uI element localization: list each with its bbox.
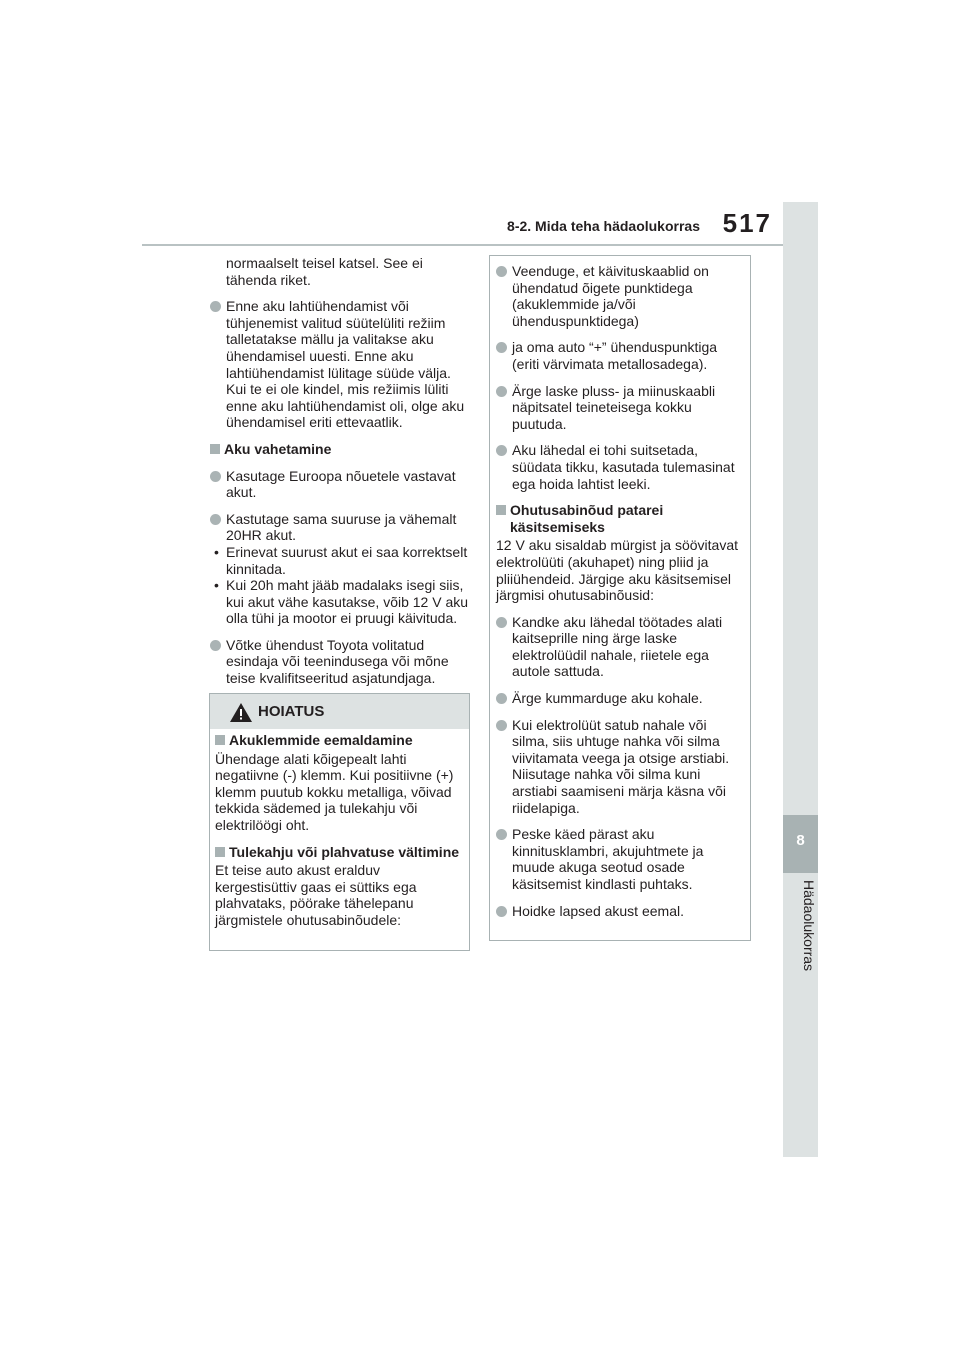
bullet-dot-icon (210, 640, 221, 651)
bullet-do-not-lean: Ärge kummarduge aku kohale. (496, 690, 744, 707)
square-marker-icon (215, 735, 225, 745)
sub-item-list (210, 544, 472, 627)
bullet-dot-icon (210, 301, 221, 312)
bullet-dot-icon (496, 266, 507, 277)
bullet-plus-point: ja oma auto “+” ühenduspunktiga (eriti värvimata metallosadega). (496, 339, 744, 372)
bullet-dot-icon (210, 471, 221, 482)
bullet-dot-icon (496, 386, 507, 397)
warning-body (215, 729, 463, 939)
chapter-title-vertical: Hädaolukorras (801, 880, 817, 972)
heading-terminal-removal: Akuklemmide eemaldamine (215, 732, 463, 749)
chapter-side-tab (783, 202, 818, 1157)
bullet-contact-dealer: Võtke ühendust Toyota volitatud esindaja või teenindusega või mõne teise kvalifitseeritud asjatundjaga. (210, 637, 472, 687)
bullet-dot-icon (496, 342, 507, 353)
bullet-dot-icon (496, 617, 507, 628)
heading-fire-prevention: Tulekahju või plahvatuse vältimine (215, 844, 463, 861)
text-terminal-removal: Ühendage alati kõigepealt lahti negatiivne (-) klemm. Kui positiivne (+) klemm puutub kokku metalliga, võivad tekkida sädemed ja tulekahju või elektrilöögi oht. (215, 750, 454, 833)
chapter-number: 8 (796, 832, 805, 849)
bullet-electrolyte-contact: Kui elektrolüüt satub nahale või silma, siis uhtuge nahka või silma viivitamata veega ja otsige arstiabi. Niisutage nahka või silma kuni arstiabi saamiseni märja käsna või riidelapiga. (496, 717, 744, 817)
header-divider (142, 244, 783, 246)
bullet-dot-icon (210, 514, 221, 525)
section-title: 8-2. Mida teha hädaolukorras (507, 218, 700, 234)
bullet-children-away: Hoidke lapsed akust eemal. (496, 903, 744, 920)
bullet-dot-icon (496, 906, 507, 917)
warning-triangle-icon (229, 702, 253, 723)
right-column-body (496, 263, 744, 929)
left-column (210, 255, 472, 697)
warning-box (209, 693, 470, 951)
sub-item: • Kui 20h maht jääb madalaks isegi siis, kui akut vähe kasutakse, võib 12 V aku olla tühi ja mootor ei pruugi käivituda. (214, 577, 469, 627)
square-marker-icon (210, 444, 220, 454)
bullet-dot-icon (496, 829, 507, 840)
heading-battery-safety: Ohutusabinõud patarei käsitsemiseks (496, 502, 744, 535)
bullet-european-standard: Kasutage Euroopa nõuetele vastavat akut. (210, 468, 472, 501)
bullet-same-size: Kastutage sama suuruse ja vähemalt 20HR akut. (210, 511, 472, 544)
square-marker-icon (215, 847, 225, 857)
bullet-dot-icon (496, 693, 507, 704)
bullet-memory: Enne aku lahtiühendamist või tühjenemist valitud süütelüliti režiim talletatakse mällu ja valitakse aku ühendamisel uuesti. Enne aku lahtiühendamist lülitage süüde välja. Kui te ei ole kindel, mis režiimis lüliti enne aku lahtiühendamist oli, olge aku ühendamisel eriti ettevaatlik. (210, 298, 472, 431)
bullet-dot-icon (496, 445, 507, 456)
warning-title: HOIATUS (258, 703, 325, 720)
sub-item: • Erinevat suurust akut ei saa korrektselt kinnitada. (214, 543, 468, 577)
heading-battery-replacement: Aku vahetamine (210, 441, 472, 458)
continued-text: normaalselt teisel katsel. See ei tähenda riket. (226, 255, 423, 288)
bullet-cables-connected: Veenduge, et käivituskaablid on ühendatud õigete punktidega (akuklemmide ja/või ühenduspunktidega) (496, 263, 744, 329)
page-number: 517 (722, 208, 772, 238)
bullet-clips-apart: Ärge laske pluss- ja miinuskaabli näpitsatel teineteisega kokku puutuda. (496, 383, 744, 433)
bullet-no-smoking: Aku lähedal ei tohi suitsetada, süüdata tikku, kasutada tulemasinat ega hoida lahtist leeki. (496, 442, 744, 492)
right-column-box (489, 255, 751, 941)
text-fire-prevention: Et teise auto akust eralduv kergestisüttiv gaas ei süttiks ega plahvataks, pöörake tähelepanu järgmistele ohutusabinõudele: (215, 862, 417, 928)
bullet-dot-icon (496, 720, 507, 731)
square-marker-icon (496, 505, 506, 515)
bullet-goggles: Kandke aku lähedal töötades alati kaitseprille ning ärge laske elektrolüüdil nahale, riietele ega autole sattuda. (496, 614, 744, 680)
bullet-wash-hands: Peske käed pärast aku kinnitusklambri, akujuhtmete ja muude akuga seotud osade käsitsemist kindlasti puhtaks. (496, 826, 744, 892)
text-battery-safety: 12 V aku sisaldab mürgist ja söövitavat elektrolüüti (akuhapet) ning pliid ja pliiühendeid. Järgige aku käsitsemisel järgmisi ohutusabinõusid: (496, 537, 739, 604)
warning-header (210, 694, 469, 729)
